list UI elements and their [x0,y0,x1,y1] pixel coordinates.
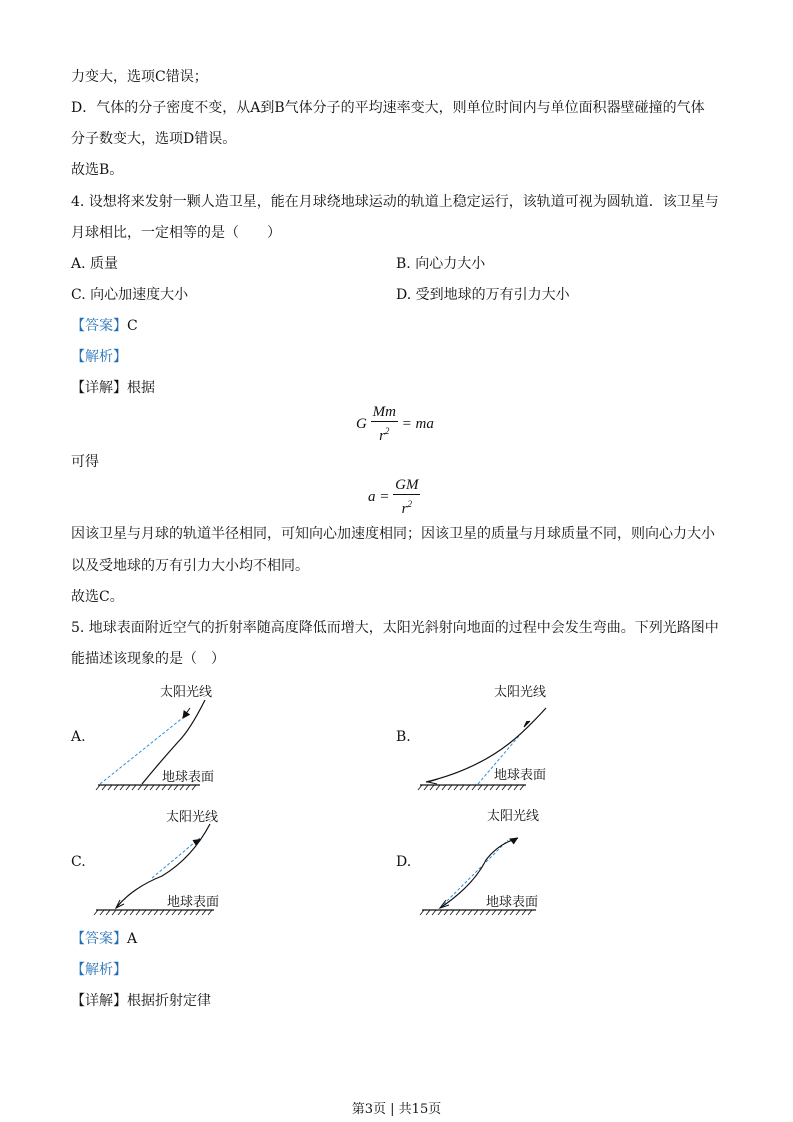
figure-a-ground-label: 地球表面 [162,770,215,785]
detail-tag: 【详解】 [71,993,127,1009]
detail-text: 根据 [127,380,155,396]
equation-2 [368,477,420,518]
eq1-exponent: 2 [384,426,390,436]
detail-line [71,991,211,1011]
text-line: D．气体的分子密度不变，从A到B气体分子的平均速率变大，则单位时间内与单位面积器壁碰撞的气体 [71,100,705,116]
answer-line [71,316,138,336]
text-line: 分子数变大，选项D错误。 [71,131,237,147]
analysis-line [71,960,127,980]
eq2-denominator [393,495,420,518]
figure-b-ground-label: 地球表面 [494,768,547,783]
option-c: C. 向心加速度大小 [71,287,189,303]
answer-tag: 【答案】 [71,318,127,334]
detail-text: 根据折射定律 [127,993,211,1009]
figure-d-sun-label: 太阳光线 [487,809,540,824]
text-line: 故选B。 [71,162,124,178]
answer-value: A [127,931,138,947]
eq2-numerator: GM [395,477,419,493]
answer-line [71,929,137,949]
question-5-stem: 能描述该现象的是（ ） [71,651,225,667]
eq1-den-r: r [379,428,385,444]
figure-b-letter: B. [396,729,411,745]
analysis-tag: 【解析】 [71,349,127,365]
option-a: A. 质量 [71,256,119,272]
eq2-exponent: 2 [407,499,412,509]
option-b: B. 向心力大小 [396,256,486,272]
figure-a-diagram [90,690,230,800]
detail-line [71,378,155,398]
figure-d-ground-label: 地球表面 [486,895,539,910]
eq1-g: G [356,415,367,432]
figure-a-sun-label: 太阳光线 [160,685,213,700]
equation-1 [356,404,434,445]
detail-tag: 【详解】 [71,380,127,396]
eq2-lhs: a = [368,488,390,505]
figure-a-letter: A. [71,729,86,745]
option-d: D. 受到地球的万有引力大小 [396,287,570,303]
text-line: 因该卫星与月球的轨道半径相同，可知向心加速度相同；因该卫星的质量与月球质量不同，则向心力大小 [71,526,715,542]
figure-c-sun-label: 太阳光线 [166,810,219,825]
answer-value: C [127,318,138,334]
eq2-fraction [393,477,420,518]
eq1-numerator: Mm [372,404,396,420]
figure-b-diagram [416,700,556,800]
analysis-line [71,347,127,367]
eq1-fraction [371,404,398,445]
figure-b-sun-label: 太阳光线 [494,685,547,700]
page-footer: 第3页 | 共15页 [351,1102,442,1117]
question-5-stem: 5. 地球表面附近空气的折射率随高度降低而增大，太阳光斜射向地面的过程中会发生弯曲。下列光路图中 [71,620,719,636]
text-line: 可得 [71,454,99,470]
analysis-tag: 【解析】 [71,962,127,978]
figure-c-letter: C. [71,854,86,870]
text-line: 以及受地球的万有引力大小均不相同。 [71,558,309,574]
answer-tag: 【答案】 [71,931,127,947]
question-4-stem: 月球相比，一定相等的是（ ） [71,225,281,241]
figure-d-letter: D. [396,854,412,870]
figure-c-ground-label: 地球表面 [167,895,220,910]
figure-c-diagram [92,818,232,918]
eq1-denominator [371,422,398,445]
text-line: 力变大，选项C错误； [71,69,208,85]
eq2-den-r: r [401,501,408,517]
question-4-stem: 4. 设想将来发射一颗人造卫星，能在月球绕地球运动的轨道上稳定运行，该轨道可视为圆轨道．该卫星与 [71,194,719,210]
eq1-rhs: = ma [401,415,434,432]
text-line: 故选C。 [71,589,124,605]
figure-d-diagram [418,818,558,918]
